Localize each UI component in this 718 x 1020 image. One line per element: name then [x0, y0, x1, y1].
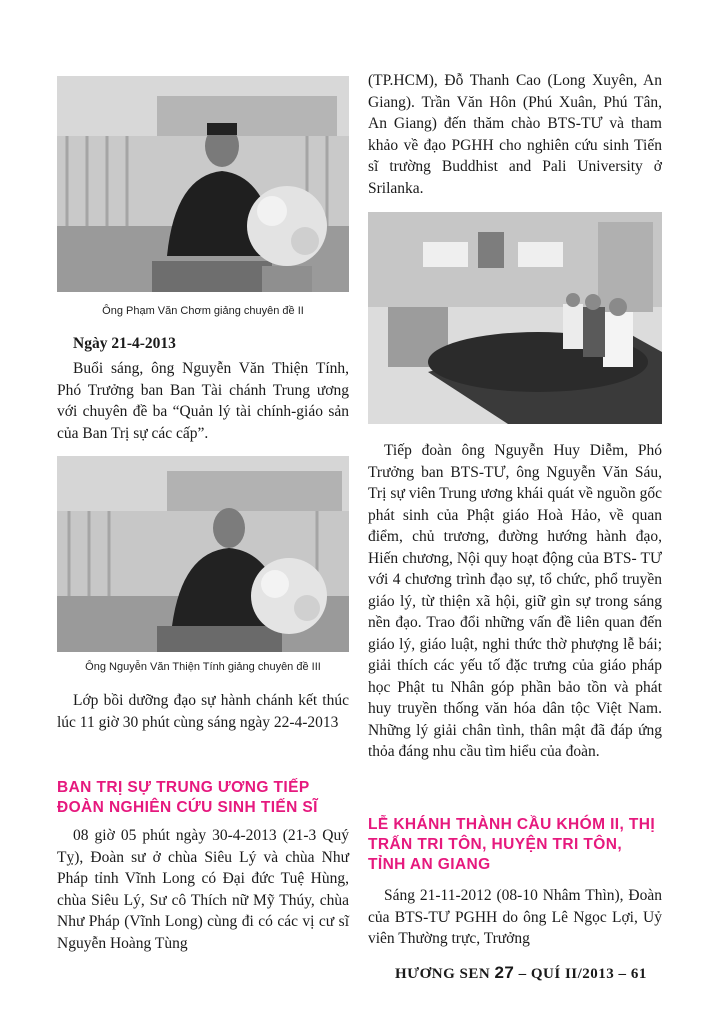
- photo-speaker-2: [57, 456, 349, 652]
- right-paragraph-2: Tiếp đoàn ông Nguyễn Huy Diễm, Phó Trưởng ban BTS-TƯ, ông Nguyễn Văn Sáu, Trị sự viên Trung ương khái quát về nguồn gốc phát sinh của Phật giáo Hoà Hảo, về quan điểm, chủ trương, đường hướng hành đạo, Hiến chương, Nội quy hoạt động của BTS- TƯ với 4 chương trình đạo sự, tổ chức, phổ truyền giáo lý, từ thiện xã hội, giữ gìn sự trong sáng nền đạo. Trao đổi những vấn đề liên quan đến giáo lý, giáo luật, nghi thức thờ phượng lễ bái; giải thích các yếu tố đặc trưng của giáo pháp học Phật tu Nhân góp phần bảo tồn và phát huy truyền thống văn hóa dân tộc Việt Nam. Những lý giải chân tình, thân mật đã đáp ứng thỏa đáng nhu cầu tìm hiểu của đoàn.: [368, 442, 662, 760]
- section-title: LỄ KHÁNH THÀNH CẦU KHÓM II, THỊ TRẤN TRI TÔN, HUYỆN TRI TÔN, TỈNH AN GIANG: [368, 816, 656, 873]
- left-paragraph-3: 08 giờ 05 phút ngày 30-4-2013 (21-3 Quý Tỵ), Đoàn sư ở chùa Siêu Lý và chùa Như Pháp tỉnh Vĩnh Long có Đại đức Tuệ Hùng, chùa Siêu Lý, Sư cô Thích nữ Mỹ Thúy, chùa Như Pháp (Vĩnh Long) cùng đi có các vị cư sĩ Nguyễn Hoàng Tùng: [57, 827, 349, 952]
- section-title: BAN TRỊ SỰ TRUNG ƯƠNG TIẾP ĐOÀN NGHIÊN CỨU SINH TIẾN SĨ: [57, 779, 318, 816]
- left-paragraph-1: Buổi sáng, ông Nguyễn Văn Thiện Tính, Phó Trưởng ban Ban Tài chánh Trung ương với chuyên đề ba “Quản lý tài chính-giáo sản của Ban Trị sự các cấp”.: [57, 360, 349, 442]
- photo-caption: Ông Phạm Văn Chơm giảng chuyên đề II: [102, 305, 304, 317]
- right-paragraph-3: Sáng 21-11-2012 (08-10 Nhâm Thìn), Đoàn của BTS-TƯ PGHH do ông Lê Ngọc Lợi, Uỷ viên Thường trực, Trưởng: [368, 887, 662, 947]
- issue-number: 27: [494, 963, 515, 982]
- photo-meeting: [368, 212, 662, 424]
- page-number: 61: [630, 966, 647, 982]
- photo-caption: Ông Nguyễn Văn Thiện Tính giảng chuyên đề III: [85, 661, 321, 673]
- left-paragraph-2: Lớp bồi dưỡng đạo sự hành chánh kết thúc lúc 11 giờ 30 phút cùng sáng ngày 22-4-2013: [57, 692, 349, 731]
- right-paragraph-1: (TP.HCM), Đỗ Thanh Cao (Long Xuyên, An Giang). Trần Văn Hôn (Phú Xuân, Phú Tân, An Giang) đến thăm chào BTS-TƯ và tham khảo về đạo PGHH cho nghiên cứu sinh Tiến sĩ trường Buddhist and Pali University ở Srilanka.: [368, 72, 662, 197]
- magazine-name: HƯƠNG SEN: [395, 966, 491, 982]
- photo-speaker-1: [57, 76, 349, 292]
- issue-period: – QUÍ II/2013 –: [518, 966, 627, 982]
- date-heading: Ngày 21-4-2013: [73, 335, 176, 352]
- page-footer: [395, 963, 647, 983]
